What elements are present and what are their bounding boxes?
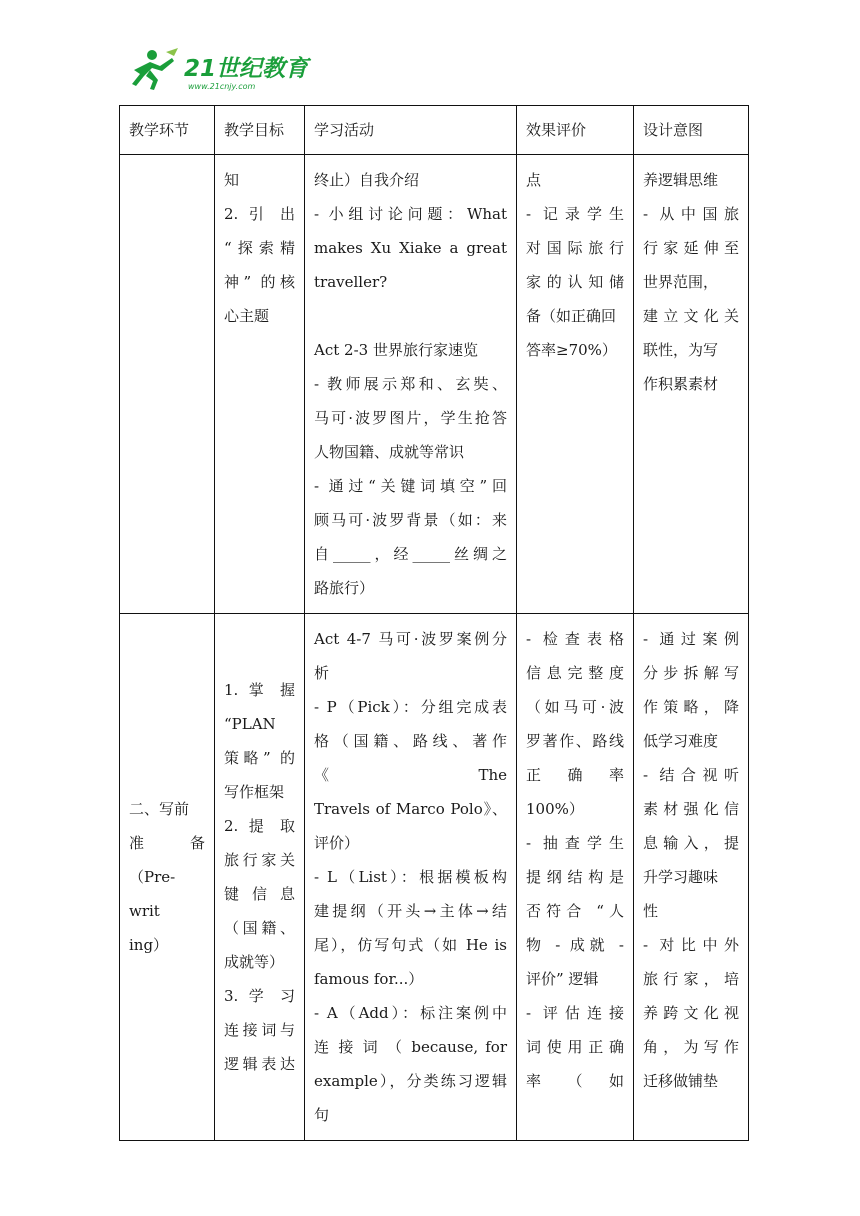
- activity-line: 尾），仿写句式（如 He is: [314, 936, 507, 954]
- header-goal: 教学目标: [215, 106, 305, 155]
- header-evaluation: 效果评价: [517, 106, 634, 155]
- goal-line: 键 信 息: [224, 885, 295, 903]
- intent-line: 性: [643, 902, 659, 920]
- lesson-plan-table: [119, 105, 749, 1141]
- intent-line: - 通过案例: [643, 630, 739, 648]
- goal-line: 1. 掌 握: [224, 681, 295, 699]
- stage-line: 准 备: [129, 834, 205, 852]
- stage-cell: [120, 614, 215, 1141]
- activity-line: 格（国籍、路线、著作《The: [314, 732, 507, 784]
- stage-line: ing）: [129, 936, 169, 954]
- evaluation-line: - 评估连接: [526, 1004, 624, 1022]
- activity-line: 人物国籍、成就等常识: [314, 443, 465, 461]
- activity-line: 路旅行）: [314, 579, 375, 597]
- activity-line: 析: [314, 664, 330, 682]
- goal-line: 成就等）: [224, 953, 285, 971]
- evaluation-line: 对国际旅行: [526, 239, 624, 257]
- stage-cell: [120, 155, 215, 614]
- goal-cell: [215, 155, 305, 614]
- logo-text: 21世纪教育: [184, 56, 309, 82]
- goal-line: 神” 的核: [224, 273, 295, 291]
- spacer: [314, 299, 507, 333]
- intent-line: 作积累素材: [643, 375, 719, 393]
- activity-line: 马可·波罗图片，学生抢答: [314, 409, 507, 427]
- intent-cell: [634, 614, 749, 1141]
- intent-line: 息输入，提: [643, 834, 739, 852]
- header-intent: 设计意图: [634, 106, 749, 155]
- activity-line: makes Xu Xiake a great: [314, 239, 507, 257]
- activity-line: 连 接 词 （ because, for: [314, 1038, 507, 1056]
- evaluation-line: - 检查表格: [526, 630, 624, 648]
- activity-line: famous for...）: [314, 970, 424, 988]
- goal-line: 逻辑表达: [224, 1055, 295, 1073]
- goal-line: 策略” 的: [224, 749, 295, 767]
- activity-line: 顾马可·波罗背景（如：来: [314, 511, 507, 529]
- header-stage: 教学环节: [120, 106, 215, 155]
- goal-line: （国籍、: [224, 919, 295, 937]
- intent-line: 素材强化信: [643, 800, 739, 818]
- intent-line: 作策略，降: [643, 698, 739, 716]
- table-row: [120, 155, 749, 614]
- evaluation-line: 提纲结构是: [526, 868, 624, 886]
- activity-line: Travels of Marco Polo》、: [314, 800, 507, 818]
- goal-line: 知: [224, 171, 240, 189]
- activity-line: Act 2-3 世界旅行家速览: [314, 341, 478, 359]
- intent-line: 养跨文化视: [643, 1004, 739, 1022]
- intent-line: 行家延伸至: [643, 239, 739, 257]
- evaluation-line: 评价” 逻辑: [526, 970, 599, 988]
- intent-line: 低学习难度: [643, 732, 719, 750]
- goal-line: 2. 提 取: [224, 817, 295, 835]
- intent-line: 联性，为写: [643, 341, 719, 359]
- evaluation-line: - 抽查学生: [526, 834, 624, 852]
- activity-line: 自_____，经_____丝绸之: [314, 545, 507, 563]
- table-header-row: [120, 106, 749, 155]
- evaluation-line: 100%）: [526, 800, 584, 818]
- evaluation-line: 备（如正确回: [526, 307, 617, 325]
- goal-line: 旅行家关: [224, 851, 295, 869]
- evaluation-line: 点: [526, 171, 542, 189]
- goal-line: 写作框架: [224, 783, 285, 801]
- activity-cell: [305, 155, 517, 614]
- intent-line: 角，为写作: [643, 1038, 739, 1056]
- goal-line: “探索精: [224, 239, 295, 257]
- intent-line: 旅行家，培: [643, 970, 739, 988]
- logo-subtext: www.21cnjy.com: [188, 82, 256, 91]
- evaluation-line: - 记录学生: [526, 205, 624, 223]
- evaluation-line: 词使用正确: [526, 1038, 624, 1056]
- activity-line: - L（List）：根据模板构: [314, 868, 507, 886]
- evaluation-line: 信息完整度: [526, 664, 624, 682]
- evaluation-line: 家的认知储: [526, 273, 624, 291]
- intent-cell: [634, 155, 749, 614]
- goal-line: 3. 学 习: [224, 987, 295, 1005]
- goal-line: 连接词与: [224, 1021, 295, 1039]
- goal-cell: [215, 614, 305, 1141]
- intent-line: 世界范围，: [643, 273, 719, 291]
- evaluation-cell: [517, 614, 634, 1141]
- activity-line: 终止）自我介绍: [314, 171, 420, 189]
- stage-line: 二、写前: [129, 800, 190, 818]
- evaluation-line: 物 - 成就 -: [526, 936, 624, 954]
- logo: [128, 46, 328, 96]
- activity-line: 评价）: [314, 834, 360, 852]
- intent-line: 建立文化关: [643, 307, 739, 325]
- evaluation-line: （如马可·波: [526, 698, 624, 716]
- activity-line: Act 4-7 马可·波罗案例分: [314, 630, 507, 648]
- evaluation-line: 率 （ 如: [526, 1072, 624, 1090]
- stage-line: （Pre-writ: [129, 868, 176, 920]
- evaluation-line: 答率≥70%）: [526, 341, 617, 359]
- activity-line: example），分类练习逻辑: [314, 1072, 507, 1090]
- evaluation-line: 否符合 “人: [526, 902, 624, 920]
- activity-line: traveller?: [314, 273, 388, 291]
- activity-line: - 通过“关键词填空”回: [314, 477, 507, 495]
- intent-line: - 结合视听: [643, 766, 739, 784]
- activity-line: - 小组讨论问题：What: [314, 205, 507, 223]
- activity-line: 建提纲（开头→主体→结: [314, 902, 507, 920]
- evaluation-line: 罗著作、路线: [526, 732, 624, 750]
- runner-logo-icon: [128, 46, 328, 96]
- intent-line: 养逻辑思维: [643, 171, 719, 189]
- evaluation-line: 正 确 率: [526, 766, 624, 784]
- activity-line: - P（Pick）：分组完成表: [314, 698, 507, 716]
- goal-line: 心主题: [224, 307, 270, 325]
- intent-line: 迁移做铺垫: [643, 1072, 719, 1090]
- evaluation-cell: [517, 155, 634, 614]
- intent-line: 分步拆解写: [643, 664, 739, 682]
- goal-line: “PLAN: [224, 715, 276, 733]
- table-row: [120, 614, 749, 1141]
- activity-cell: [305, 614, 517, 1141]
- activity-line: 句: [314, 1106, 330, 1124]
- goal-line: 2. 引 出: [224, 205, 295, 223]
- activity-line: - 教师展示郑和、玄奘、: [314, 375, 507, 393]
- header-activity: 学习活动: [305, 106, 517, 155]
- intent-line: - 对比中外: [643, 936, 739, 954]
- intent-line: 升学习趣味: [643, 868, 719, 886]
- intent-line: - 从中国旅: [643, 205, 739, 223]
- activity-line: - A（Add）：标注案例中: [314, 1004, 507, 1022]
